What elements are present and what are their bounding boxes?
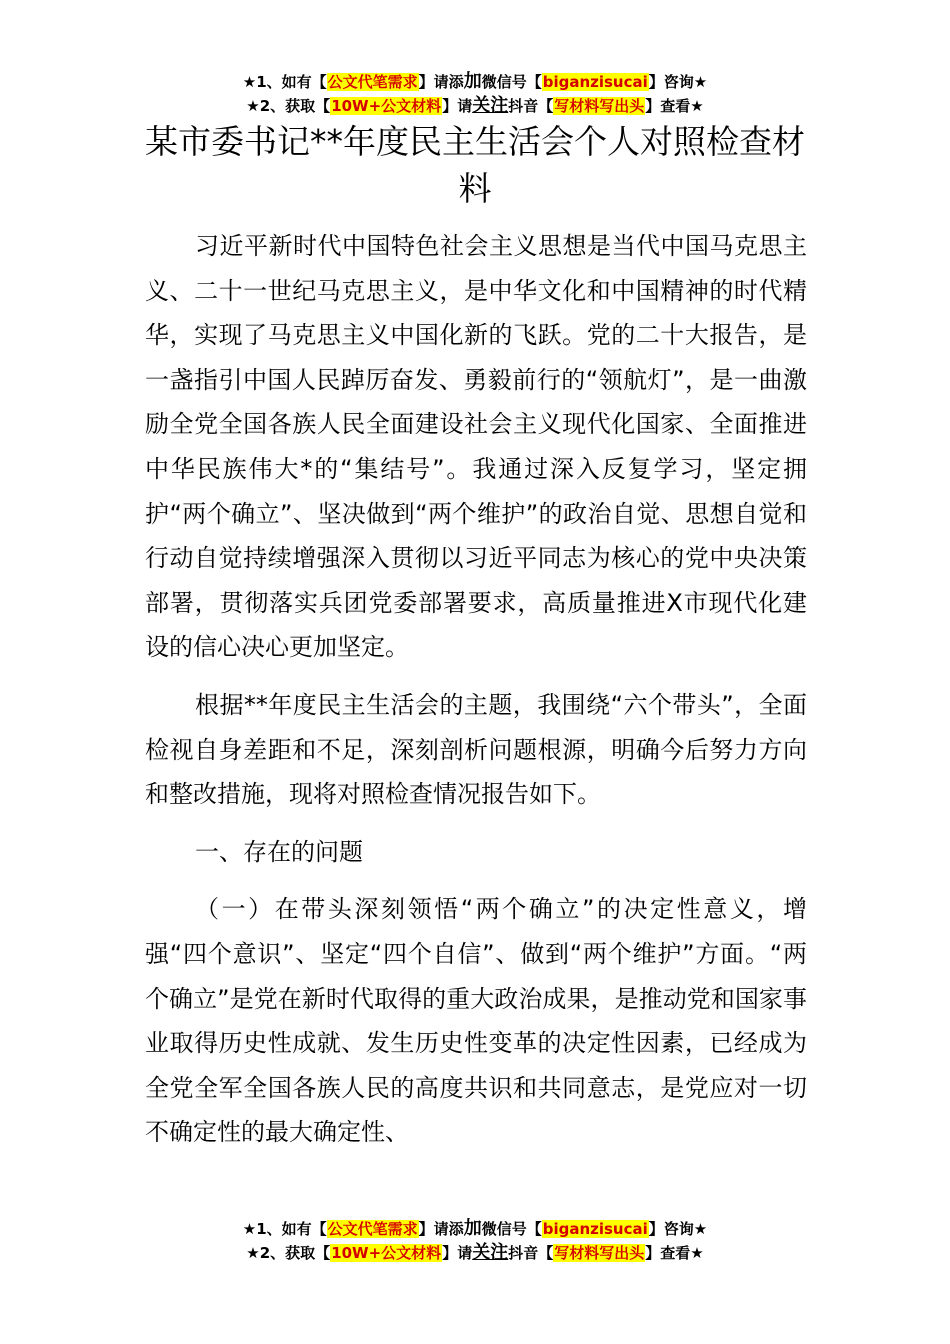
- banner-highlight: biganzisucai: [542, 73, 648, 91]
- banner-text: 微信号【: [481, 1220, 542, 1238]
- banner-text: 加: [463, 71, 482, 92]
- banner-text: ★1、如有【: [242, 73, 327, 91]
- banner-highlight: 10W+公文材料: [331, 1244, 442, 1262]
- banner-text: 】查看★: [645, 1244, 704, 1262]
- subsection-paragraph: （一）在带头深刻领悟“两个确立”的决定性意义，增强“四个意识”、坚定“四个自信”、做到“两个维护”方面。“两个确立”是党在新时代取得的重大政治成果，是推动党和国家事业取得历史性成就、发生历史性变革的决定性因素，已经成为全党全军全国各族人民的高度共识和共同意志，是党应对一切不确定性的最大确定性、: [145, 895, 807, 1147]
- banner-line-2: [0, 1241, 950, 1265]
- banner-text: 抖音【: [508, 97, 554, 115]
- banner-text: 】请: [442, 97, 473, 115]
- banner-text: ★2、获取【: [246, 1244, 331, 1262]
- banner-line-2: [0, 94, 950, 118]
- banner-text: 】咨询★: [648, 1220, 708, 1238]
- banner-text: 】请: [442, 1244, 473, 1262]
- banner-text: 抖音【: [508, 1244, 554, 1262]
- banner-text: 加: [463, 1218, 482, 1239]
- banner-text: ★1、如有【: [242, 1220, 327, 1238]
- banner-highlight: 公文代笔需求: [327, 1220, 418, 1238]
- body-paragraph: 根据**年度民主生活会的主题，我围绕“六个带头”，全面检视自身差距和不足，深刻剖析问题根源，明确今后努力方向和整改措施，现将对照检查情况报告如下。: [145, 690, 807, 809]
- banner-text: ★2、获取【: [246, 97, 331, 115]
- banner-text: 】请添: [418, 1220, 464, 1238]
- banner-highlight: 写材料写出头: [554, 1244, 645, 1262]
- document-title: 某市委书记**年度民主生活会个人对照检查材料: [145, 122, 805, 208]
- footer-banner: [0, 1217, 950, 1265]
- banner-text: 】查看★: [645, 97, 704, 115]
- banner-line-1: [0, 70, 950, 94]
- banner-text: 】请添: [418, 73, 464, 91]
- banner-highlight: biganzisucai: [542, 1220, 648, 1238]
- banner-text: 】咨询★: [648, 73, 708, 91]
- document-body: [145, 224, 807, 1168]
- header-banner: [0, 70, 950, 118]
- banner-line-1: [0, 1217, 950, 1241]
- banner-highlight: 10W+公文材料: [331, 97, 442, 115]
- banner-text: 关注: [472, 1242, 509, 1263]
- banner-highlight: 公文代笔需求: [327, 73, 418, 91]
- body-paragraph: 习近平新时代中国特色社会主义思想是当代中国马克思主义、二十一世纪马克思主义，是中华文化和中国精神的时代精华，实现了马克思主义中国化新的飞跃。党的二十大报告，是一盏指引中国人民踔厉奋发、勇毅前行的“领航灯”，是一曲激励全党全国各族人民全面建设社会主义现代化国家、全面推进中华民族伟大*的“集结号”。我通过深入反复学习，坚定拥护“两个确立”、坚决做到“两个维护”的政治自觉、思想自觉和行动自觉持续增强深入贯彻以习近平同志为核心的党中央决策部署，贯彻落实兵团党委部署要求，高质量推进X市现代化建设的信心决心更加坚定。: [145, 232, 807, 662]
- section-heading: 一、存在的问题: [195, 837, 363, 866]
- banner-text: 微信号【: [481, 73, 542, 91]
- banner-highlight: 写材料写出头: [554, 97, 645, 115]
- banner-text: 关注: [472, 95, 509, 116]
